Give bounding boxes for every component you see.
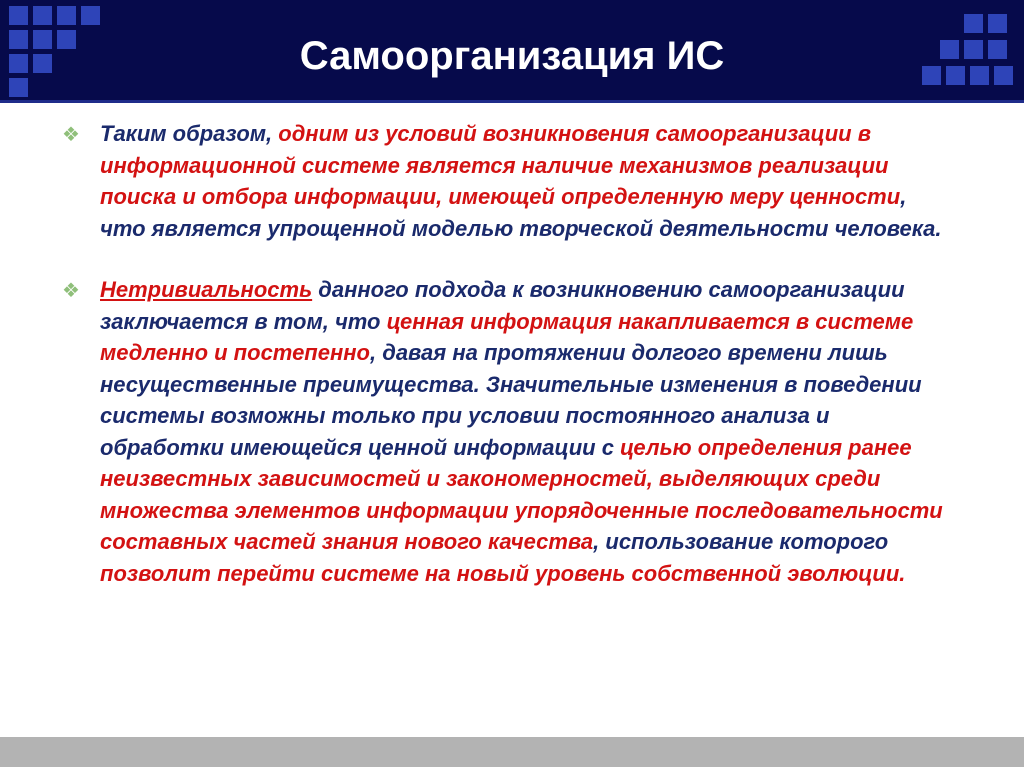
four-diamond-bullet-icon: ❖ <box>62 280 80 302</box>
text-segment-highlight: позволит перейти системе на новый уровень собственной эволюции. <box>100 560 906 586</box>
text-segment: , что является упрощенной моделью творческой деятельности человека. <box>100 184 942 241</box>
text-segment-highlight: целью определения ранее неизвестных зависимостей и закономерностей, выделяющих среди множества элементов информации упорядоченные последовательности составных частей знания нового качества <box>100 434 943 554</box>
text-segment: данного подхода к возникновению самоорганизации заключается в том, что <box>100 277 905 334</box>
bullet-paragraph-1 <box>60 118 950 244</box>
text-segment: Таким образом, <box>100 121 279 146</box>
slide-body <box>60 118 950 589</box>
bullet-paragraph-2 <box>60 274 950 589</box>
text-segment: , использование которого <box>593 529 889 554</box>
four-diamond-bullet-icon: ❖ <box>62 124 80 146</box>
text-segment-highlight: ценная информация накапливается в системе медленно и постепенно <box>100 308 914 365</box>
text-segment: , давая на протяжении долгого времени лишь несущественные преимущества. Значительные изменения в поведении системы возможны только при условии постоянного анализа и обработки имеющейся ценной информации с <box>100 340 922 460</box>
slide-footer-bar <box>0 737 1024 767</box>
text-segment-highlight: Нетривиальность <box>100 277 313 302</box>
slide-title: Самоорганизация ИС <box>299 34 725 78</box>
text-segment-highlight: одним из условий возникновения самоорганизации в информационной системе является наличие механизмов реализации поиска и отбора информации, имеющей определенную меру ценности <box>100 121 901 209</box>
